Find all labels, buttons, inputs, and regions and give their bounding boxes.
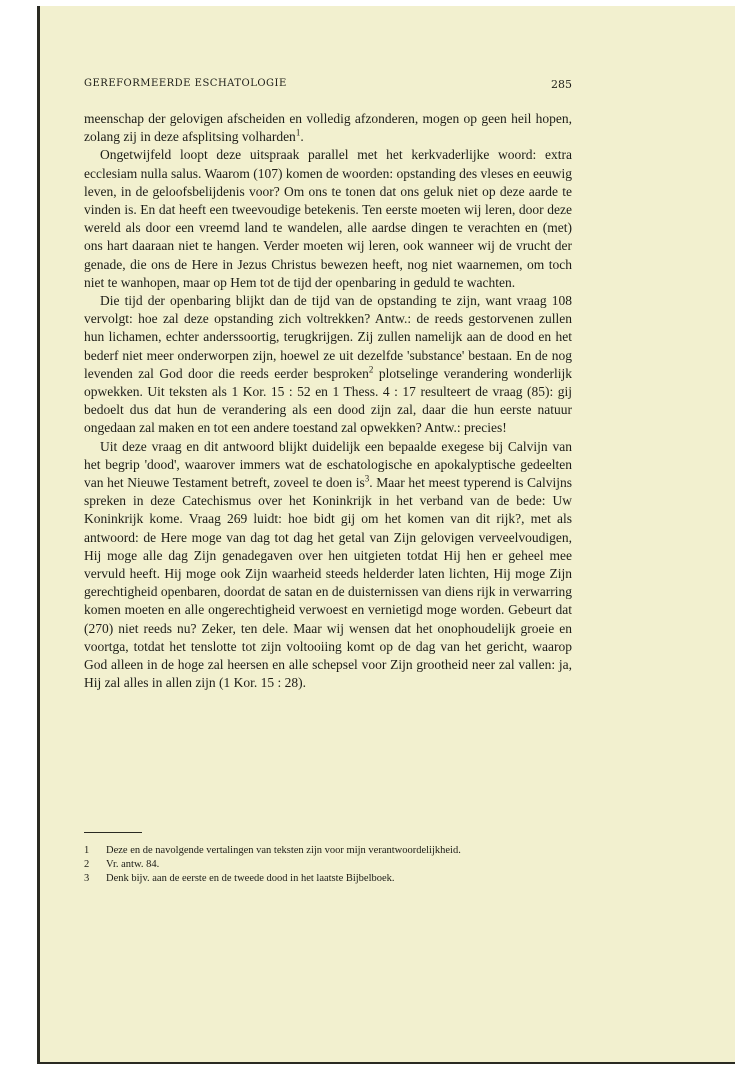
footnote-ref-1: 1 (295, 127, 301, 138)
page-number: 285 (551, 78, 572, 91)
footnote (84, 858, 572, 872)
paragraph: Ongetwijfeld loopt deze uitspraak parallel met het kerkvaderlijke woord: extra ecclesiam nulla salus. Waarom (107) komen de woorden: opstanding des vleses en eeuwig leven, in de geloofsbelijdenis voor? Om ons te tonen dat ons geluk niet op deze aarde te vinden is. En dat heeft een tweevoudige betekenis. Ten eerste moeten wij leren, door deze wereld als door een vreemd land te wandelen, alle aardse dingen te verachten en (met) ons hart daaraan niet te hangen. Verder moeten wij leren, ook wanneer wij de vrucht der genade, die ons de Here in Jezus Christus bewezen heeft, nog niet waarnemen, om toch niet te wanhopen, maar op Hem tot de tijd der openbaring in geduld te wachten. (84, 147, 572, 290)
body-text (84, 110, 572, 693)
footnote-number: 1 (84, 845, 90, 856)
footnote-ref-2: 2 (368, 364, 374, 375)
footnote (84, 872, 572, 886)
footnotes (84, 844, 572, 886)
footnote-rule (84, 832, 142, 833)
footnote-text: Deze en de navolgende vertalingen van teksten zijn voor mijn verantwoordelijkheid. (106, 845, 461, 856)
paragraph-continuation: meenschap der gelovigen afscheiden en volledig afzonderen, mogen op geen heil hopen, zolang zij in deze afsplitsing volharden$^1$. (84, 111, 572, 145)
paragraph: Die tijd der openbaring blijkt dan de tijd van de opstanding te zijn, want vraag 108 vervolgt: hoe zal deze opstanding zich voltrekken? Antw.: de reeds gestorvenen zullen hun lichamen, echter anderssoortig, terugkrijgen. Zij zullen namelijk aan de dood en het bederf niet meer onderworpen zijn, hoewel ze uit dezelfde 'substance' bestaan. En de nog levenden zal God door die reeds eerder besproken$^2$ plotselinge verandering wonderlijk opwekken. Uit teksten als 1 Kor. 15 : 52 en 1 Thess. 4 : 17 resulteert de vraag (85): gij bedoelt dus dat hun de verandering als een dood zijn zal, daar die hun eerste natuur ongedaan zal maken en tot een andere toestand zal opwekken? Antw.: precies! (84, 293, 573, 436)
running-title: GEREFORMEERDE ESCHATOLOGIE (84, 78, 287, 89)
footnote-text: Vr. antw. 84. (106, 859, 160, 870)
paragraph: Uit deze vraag en dit antwoord blijkt duidelijk een bepaalde exegese bij Calvijn van het begrip 'dood', waarover immers wat de eschatologische en apokalyptische gedeelten van het Nieuwe Testament betreft, zoveel te doen $is^3$. Maar het meest typerend is Calvijns spreken in deze Catechismus over het Koninkrijk in het verband van de bede: Uw Koninkrijk kome. Vraag 269 luidt: hoe bidt gij om het komen van dit rijk?, met als antwoord: de Here moge van dag tot dag het getal van Zijn gelovigen verveelvoudigen, Hij moge alle dag Zijn genadegaven over hen uitgieten totdat Hij hen er geheel mee vervuld heeft. Hij moge ook Zijn waarheid steeds helderder laten lichten, Hij moge Zijn gerechtigheid openbaren, doordat de satan en de duisternissen van diens rijk in verwarring komen moeten en alle ongerechtigheid verwoest en vernietigd moge worden. Gebeurt dat (270) niet reeds nu? Zeker, ten dele. Maar wij wensen dat het onophoudelijk groeie en voortga, totdat het tenslotte tot zijn voltooiing komt op de dag van het gericht, waarop God alleen in de hoge zal heersen en alle schepsel voor Zijn grootheid neer zal vallen: ja, Hij zal alles in allen zijn (1 Kor. 15 : 28). (84, 438, 573, 691)
footnote (84, 844, 572, 858)
page-header (84, 78, 572, 94)
footnote-text: Denk bijv. aan de eerste en de tweede dood in het laatste Bijbelboek. (106, 873, 395, 884)
footnote-number: 3 (84, 873, 90, 884)
footnote-ref-3: 3 (364, 473, 370, 484)
footnote-number: 2 (84, 859, 90, 870)
